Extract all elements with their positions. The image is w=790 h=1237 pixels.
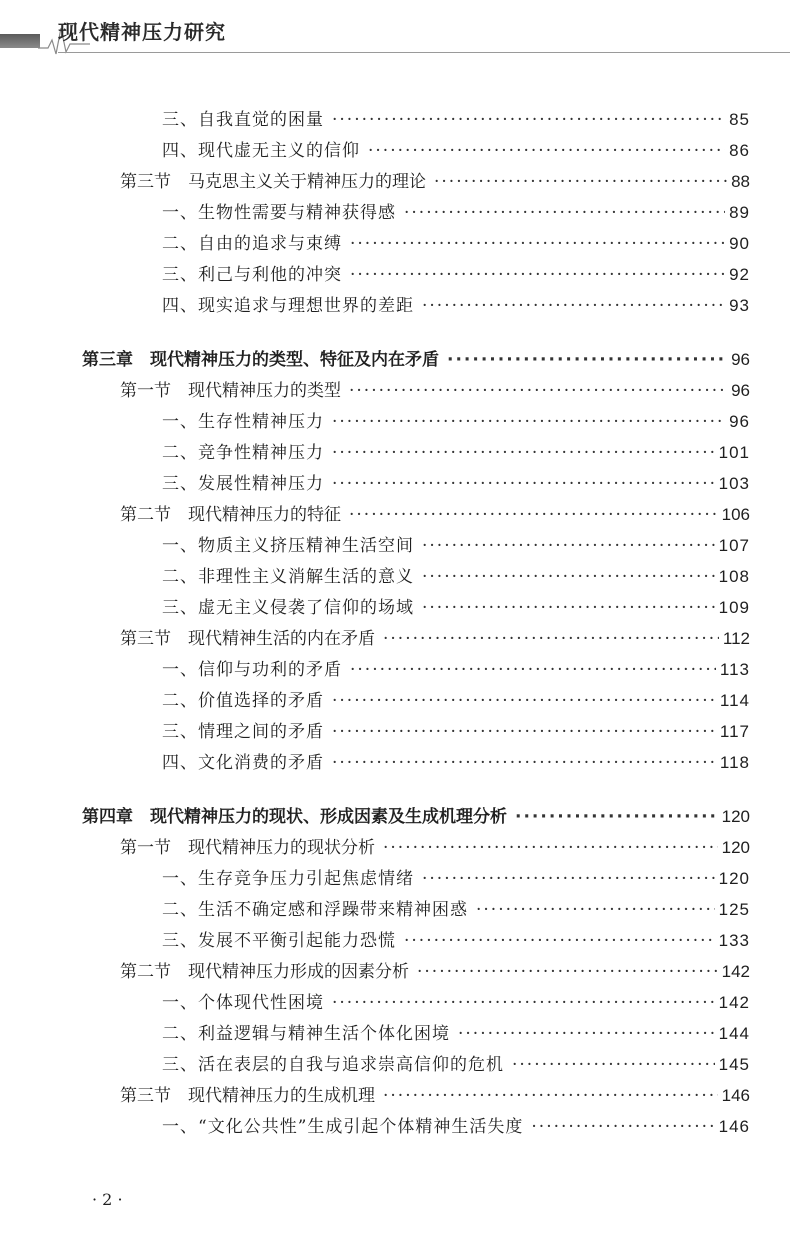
toc-entry-title: 一、物质主义挤压精神生活空间 bbox=[162, 536, 414, 556]
running-header bbox=[0, 0, 790, 72]
toc-entry-title: 第一节 现代精神压力的现状分析 bbox=[120, 838, 375, 858]
dot-leader bbox=[404, 931, 715, 951]
dot-leader bbox=[422, 869, 715, 889]
dot-leader bbox=[332, 722, 716, 742]
dot-leader bbox=[422, 296, 725, 316]
toc-item-entry[interactable] bbox=[162, 136, 750, 162]
toc-entry-page: 107 bbox=[718, 536, 750, 555]
dot-leader bbox=[383, 1086, 718, 1106]
dot-leader bbox=[332, 691, 716, 711]
dot-leader bbox=[368, 141, 725, 161]
toc-item-entry[interactable] bbox=[162, 655, 750, 681]
toc-entry-page: 90 bbox=[729, 234, 750, 253]
toc-entry-title: 四、现代虚无主义的信仰 bbox=[162, 141, 360, 161]
toc-entry-title: 三、活在表层的自我与追求崇高信仰的危机 bbox=[162, 1055, 504, 1075]
toc-item-entry[interactable] bbox=[162, 926, 750, 952]
toc-item-entry[interactable] bbox=[162, 469, 750, 495]
toc-entry-title: 二、价值选择的矛盾 bbox=[162, 691, 324, 711]
header-rule bbox=[58, 52, 790, 53]
dot-leader bbox=[458, 1024, 715, 1044]
dot-leader bbox=[531, 1117, 714, 1137]
dot-leader bbox=[350, 660, 716, 680]
dot-leader bbox=[349, 381, 727, 401]
toc-entry-title: 三、虚无主义侵袭了信仰的场域 bbox=[162, 598, 414, 618]
toc-entry-page: 120 bbox=[721, 838, 750, 857]
toc-entry-page: 106 bbox=[721, 505, 750, 524]
toc-entry-title: 三、情理之间的矛盾 bbox=[162, 722, 324, 742]
toc-entry-page: 142 bbox=[718, 993, 750, 1012]
toc-item-entry[interactable] bbox=[162, 1112, 750, 1138]
toc-entry-title: 三、发展不平衡引起能力恐慌 bbox=[162, 931, 396, 951]
toc-item-entry[interactable] bbox=[162, 531, 750, 557]
dot-leader bbox=[512, 1055, 715, 1075]
toc-entry-page: 103 bbox=[718, 474, 750, 493]
dot-leader bbox=[332, 753, 716, 773]
toc-entry-title: 第二节 现代精神压力形成的因素分析 bbox=[120, 962, 409, 982]
toc-entry-page: 86 bbox=[729, 141, 750, 160]
toc-entry-page: 96 bbox=[731, 350, 750, 369]
toc-entry-page: 142 bbox=[721, 962, 750, 981]
toc-entry-title: 三、自我直觉的困量 bbox=[162, 110, 324, 130]
dot-leader bbox=[434, 172, 727, 192]
toc-entry-title: 三、发展性精神压力 bbox=[162, 474, 324, 494]
dot-leader bbox=[350, 234, 725, 254]
toc-item-entry[interactable] bbox=[162, 291, 750, 317]
toc-item-entry[interactable] bbox=[162, 748, 750, 774]
dot-leader bbox=[332, 443, 715, 463]
toc-item-entry[interactable] bbox=[162, 895, 750, 921]
toc-section-entry[interactable] bbox=[120, 376, 750, 402]
dot-leader bbox=[332, 110, 725, 130]
dot-leader bbox=[515, 807, 718, 827]
toc-entry-page: 101 bbox=[718, 443, 750, 462]
dot-leader bbox=[417, 962, 718, 982]
toc-item-entry[interactable] bbox=[162, 1019, 750, 1045]
toc-entry-title: 一、生存竞争压力引起焦虑情绪 bbox=[162, 869, 414, 889]
toc-entry-page: 92 bbox=[729, 265, 750, 284]
toc-chapter-entry[interactable] bbox=[82, 345, 750, 371]
toc-item-entry[interactable] bbox=[162, 407, 750, 433]
dot-leader bbox=[422, 536, 715, 556]
toc-entry-title: 一、“文化公共性”生成引起个体精神生活失度 bbox=[162, 1117, 524, 1137]
toc-item-entry[interactable] bbox=[162, 438, 750, 464]
toc-entry-title: 二、自由的追求与束缚 bbox=[162, 234, 342, 254]
dot-leader bbox=[383, 838, 718, 858]
toc-entry-page: 114 bbox=[719, 691, 750, 710]
toc-item-entry[interactable] bbox=[162, 1050, 750, 1076]
toc-entry-title: 第一节 现代精神压力的类型 bbox=[120, 381, 341, 401]
toc-entry-page: 96 bbox=[731, 381, 750, 400]
toc-entry-title: 第三节 现代精神生活的内在矛盾 bbox=[120, 629, 375, 649]
toc-entry-page: 89 bbox=[729, 203, 750, 222]
toc-entry-title: 第四章 现代精神压力的现状、形成因素及生成机理分析 bbox=[82, 807, 507, 827]
header-decor-bar bbox=[0, 34, 40, 48]
toc-section-entry[interactable] bbox=[120, 624, 750, 650]
book-title: 现代精神压力研究 bbox=[58, 20, 226, 44]
toc-entry-title: 二、非理性主义消解生活的意义 bbox=[162, 567, 414, 587]
toc-entry-page: 120 bbox=[721, 807, 750, 826]
toc-entry-title: 一、信仰与功利的矛盾 bbox=[162, 660, 342, 680]
dot-leader bbox=[349, 505, 718, 525]
dot-leader bbox=[383, 629, 719, 649]
toc-entry-page: 112 bbox=[722, 629, 750, 648]
toc-item-entry[interactable] bbox=[162, 593, 750, 619]
toc-entry-page: 113 bbox=[719, 660, 750, 679]
dot-leader bbox=[332, 412, 725, 432]
toc-entry-page: 109 bbox=[718, 598, 750, 617]
toc-entry-title: 一、个体现代性困境 bbox=[162, 993, 324, 1013]
dot-leader bbox=[332, 993, 715, 1013]
toc-section-entry[interactable] bbox=[120, 1081, 750, 1107]
toc-item-entry[interactable] bbox=[162, 229, 750, 255]
toc-section-entry[interactable] bbox=[120, 833, 750, 859]
toc-section-entry[interactable] bbox=[120, 500, 750, 526]
toc-entry-title: 第三章 现代精神压力的类型、特征及内在矛盾 bbox=[82, 350, 439, 370]
toc-entry-page: 125 bbox=[718, 900, 750, 919]
toc-entry-title: 一、生存性精神压力 bbox=[162, 412, 324, 432]
toc-entry-page: 145 bbox=[718, 1055, 750, 1074]
toc-entry-page: 146 bbox=[721, 1086, 750, 1105]
toc-entry-title: 四、现实追求与理想世界的差距 bbox=[162, 296, 414, 316]
toc-entry-title: 三、利己与利他的冲突 bbox=[162, 265, 342, 285]
toc-entry-page: 120 bbox=[718, 869, 750, 888]
dot-leader bbox=[476, 900, 715, 920]
toc-item-entry[interactable] bbox=[162, 105, 750, 131]
toc-entry-page: 88 bbox=[731, 172, 750, 191]
toc-entry-title: 第三节 现代精神压力的生成机理 bbox=[120, 1086, 375, 1106]
toc-entry-page: 144 bbox=[718, 1024, 750, 1043]
toc-section-entry[interactable] bbox=[120, 957, 750, 983]
toc-entry-page: 117 bbox=[719, 722, 750, 741]
toc-entry-page: 133 bbox=[718, 931, 750, 950]
toc-item-entry[interactable] bbox=[162, 260, 750, 286]
toc-section-entry[interactable] bbox=[120, 167, 750, 193]
dot-leader bbox=[350, 265, 725, 285]
toc-entry-page: 108 bbox=[718, 567, 750, 586]
toc-entry-page: 93 bbox=[729, 296, 750, 315]
dot-leader bbox=[332, 474, 715, 494]
toc-item-entry[interactable] bbox=[162, 562, 750, 588]
dot-leader bbox=[422, 567, 715, 587]
dot-leader bbox=[404, 203, 725, 223]
toc-item-entry[interactable] bbox=[162, 864, 750, 890]
toc-entry-title: 二、利益逻辑与精神生活个体化困境 bbox=[162, 1024, 450, 1044]
toc-entry-title: 二、生活不确定感和浮躁带来精神困惑 bbox=[162, 900, 468, 920]
dot-leader bbox=[447, 350, 727, 370]
toc-entry-page: 96 bbox=[729, 412, 750, 431]
toc-entry-page: 85 bbox=[729, 110, 750, 129]
toc-entry-title: 第三节 马克思主义关于精神压力的理论 bbox=[120, 172, 426, 192]
toc-item-entry[interactable] bbox=[162, 686, 750, 712]
toc-entry-title: 一、生物性需要与精神获得感 bbox=[162, 203, 396, 223]
dot-leader bbox=[422, 598, 715, 618]
toc-entry-title: 二、竞争性精神压力 bbox=[162, 443, 324, 463]
toc-chapter-entry[interactable] bbox=[82, 802, 750, 828]
toc-entry-page: 146 bbox=[718, 1117, 750, 1136]
toc-entry-title: 四、文化消费的矛盾 bbox=[162, 753, 324, 773]
toc-item-entry[interactable] bbox=[162, 988, 750, 1014]
toc-entry-page: 118 bbox=[719, 753, 750, 772]
page-number: · 2 · bbox=[92, 1190, 123, 1209]
toc-item-entry[interactable] bbox=[162, 717, 750, 743]
toc-entry-title: 第二节 现代精神压力的特征 bbox=[120, 505, 341, 525]
toc-item-entry[interactable] bbox=[162, 198, 750, 224]
